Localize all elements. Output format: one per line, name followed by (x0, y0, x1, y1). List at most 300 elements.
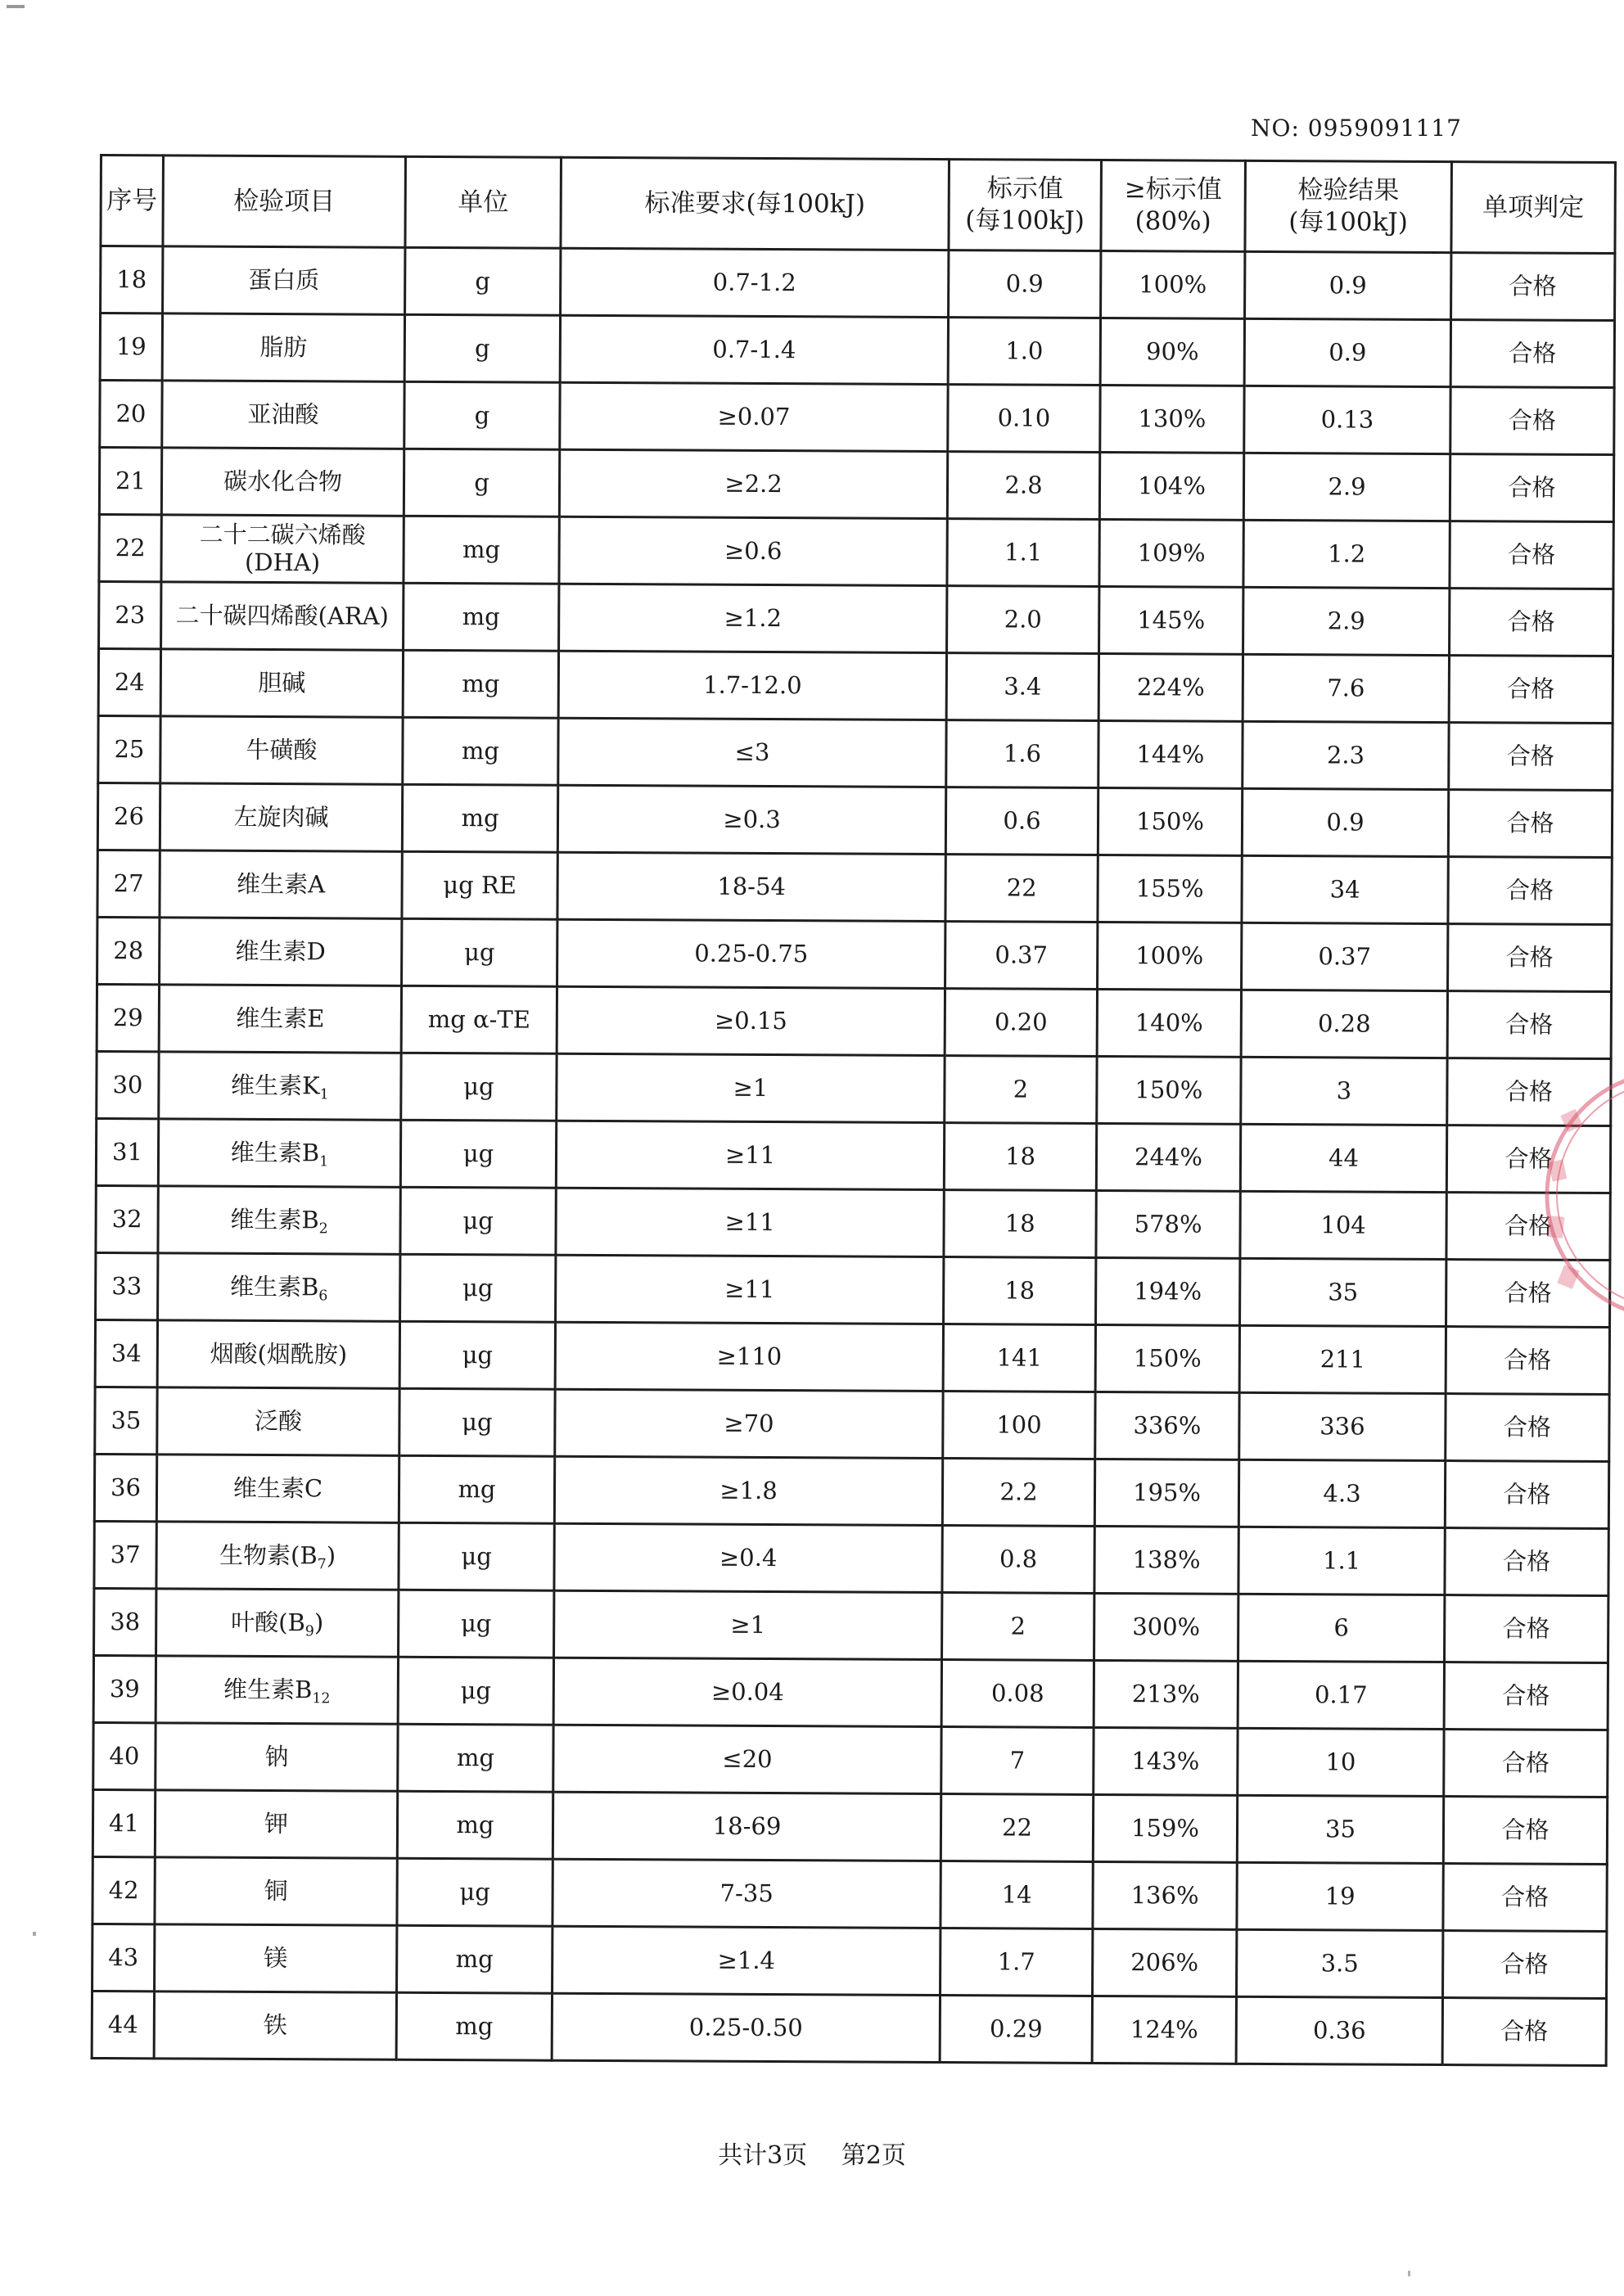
cell-percent: 159% (1093, 1794, 1237, 1862)
cell-percent: 100% (1098, 922, 1242, 990)
cell-seq: 22 (99, 515, 161, 582)
cell-unit: mg (397, 1925, 553, 1993)
cell-labeled-value: 3.4 (946, 653, 1098, 721)
cell-standard: 1.7-12.0 (558, 651, 946, 719)
cell-item (160, 918, 402, 986)
cell-result: 3.5 (1237, 1929, 1443, 1997)
cell-judgement: 合格 (1447, 1058, 1611, 1126)
item-name: 脂肪 (259, 333, 308, 362)
cell-result: 4.3 (1238, 1459, 1445, 1527)
cell-seq: 32 (96, 1185, 158, 1252)
cell-judgement: 合格 (1450, 589, 1613, 656)
item-name: 铜 (264, 1877, 288, 1906)
header-unit: 单位 (405, 156, 562, 248)
cell-item (161, 582, 404, 650)
cell-seq: 21 (99, 448, 161, 515)
item-name: 维生素K (230, 1071, 320, 1100)
cell-result: 0.36 (1236, 1996, 1442, 2064)
cell-result: 104 (1240, 1191, 1446, 1259)
cell-seq: 18 (101, 246, 163, 314)
cell-judgement: 合格 (1446, 1394, 1609, 1462)
cell-unit: mg (399, 1455, 554, 1523)
header-percent (1101, 160, 1246, 251)
cell-judgement: 合格 (1449, 723, 1613, 791)
cell-seq: 34 (95, 1319, 157, 1387)
cell-item (156, 1455, 399, 1522)
cell-judgement: 合格 (1445, 1461, 1608, 1529)
cell-unit: mg (404, 583, 559, 651)
cell-standard: 18-69 (553, 1792, 941, 1861)
cell-item (155, 1790, 397, 1858)
item-name: 维生素D (235, 937, 326, 966)
cell-labeled-value: 2.8 (947, 452, 1099, 520)
cell-labeled-value: 22 (945, 855, 1098, 922)
cell-standard: ≥0.15 (557, 986, 945, 1055)
cell-standard: ≥1.4 (553, 1926, 941, 1995)
cell-item (160, 850, 402, 918)
cell-labeled-value: 18 (944, 1257, 1096, 1325)
header-labeled-value (949, 160, 1102, 251)
cell-result: 19 (1237, 1862, 1443, 1930)
cell-unit: mg (403, 717, 558, 785)
cell-standard: 7-35 (553, 1859, 941, 1928)
table-row (97, 984, 1611, 1058)
cell-percent: 194% (1096, 1257, 1240, 1325)
cell-percent: 138% (1094, 1526, 1238, 1594)
cell-judgement: 合格 (1450, 454, 1613, 522)
cell-percent: 224% (1098, 653, 1243, 721)
cell-result: 0.9 (1245, 251, 1451, 319)
header-percent-line2: (80%) (1135, 206, 1211, 237)
header-item: 检验项目 (163, 156, 406, 247)
cell-unit: mg (402, 784, 557, 852)
header-labeled-line1: 标示值 (986, 174, 1063, 205)
item-name: 烟酸(烟酰胺) (210, 1340, 348, 1369)
cell-judgement: 合格 (1450, 521, 1613, 589)
header-percent-line1: ≥标示值 (1124, 174, 1222, 205)
cell-standard: 0.7-1.4 (560, 315, 948, 384)
cell-seq: 43 (92, 1924, 155, 1991)
cell-item (156, 1522, 399, 1590)
cell-unit: mg (397, 1791, 553, 1859)
cell-percent: 150% (1095, 1324, 1239, 1392)
cell-judgement: 合格 (1450, 387, 1614, 455)
cell-item (162, 381, 404, 449)
cell-standard: 0.25-0.75 (557, 919, 945, 988)
cell-unit: g (404, 314, 560, 382)
cell-labeled-value: 18 (944, 1123, 1096, 1191)
item-name: 维生素B (230, 1139, 320, 1167)
table-row (93, 1655, 1608, 1730)
cell-judgement: 合格 (1446, 1125, 1610, 1193)
cell-standard: ≥0.04 (553, 1658, 941, 1726)
cell-judgement: 合格 (1449, 656, 1613, 724)
cell-labeled-value: 141 (943, 1324, 1095, 1392)
cell-seq: 25 (98, 715, 160, 783)
table-row (92, 1856, 1607, 1931)
cell-unit: mg (398, 1724, 553, 1792)
footer-total-pages: 共计3页 (718, 2141, 808, 2170)
item-name: 维生素C (232, 1474, 323, 1503)
cell-percent: 213% (1094, 1660, 1238, 1728)
cell-result: 336 (1239, 1392, 1446, 1460)
cell-labeled-value: 2 (945, 1056, 1097, 1124)
header-standard: 标准要求(每100kJ) (561, 157, 950, 250)
item-name: 维生素E (236, 1004, 325, 1033)
cell-item (160, 783, 402, 851)
cell-item (157, 1387, 399, 1455)
cell-seq: 40 (93, 1722, 156, 1789)
cell-item (155, 1857, 397, 1925)
cell-judgement: 合格 (1446, 1260, 1610, 1328)
cell-unit: μg (402, 918, 557, 986)
cell-judgement: 合格 (1444, 1662, 1608, 1730)
cell-item (160, 716, 403, 784)
cell-seq: 26 (97, 783, 160, 850)
cell-judgement: 合格 (1447, 991, 1611, 1059)
item-name: 维生素B (229, 1273, 319, 1301)
inspection-table (91, 154, 1617, 2067)
table-row (98, 715, 1613, 790)
cell-unit: μg (399, 1321, 555, 1389)
cell-unit: g (405, 247, 561, 315)
cell-standard: ≥70 (555, 1389, 943, 1458)
header-result (1245, 160, 1452, 252)
cell-labeled-value: 2.0 (947, 586, 1099, 654)
cell-seq: 37 (94, 1521, 156, 1588)
item-name: 叶酸(B (231, 1608, 305, 1637)
cell-standard: ≥110 (555, 1322, 943, 1391)
cell-percent: 104% (1099, 452, 1243, 520)
cell-standard: ≥1 (554, 1590, 942, 1659)
table-header-row (101, 156, 1616, 254)
cell-labeled-value: 1.7 (941, 1928, 1093, 1996)
item-subscript: 7 (317, 1556, 327, 1573)
cell-item (161, 448, 404, 516)
cell-labeled-value: 1.0 (948, 318, 1100, 386)
item-name: 钠 (264, 1743, 289, 1771)
cell-labeled-value: 0.9 (949, 250, 1101, 318)
table-row (99, 448, 1613, 522)
item-name: 牛磺酸 (246, 736, 318, 765)
cell-result: 0.17 (1238, 1661, 1444, 1729)
cell-result: 1.1 (1238, 1527, 1445, 1595)
scan-speck (1408, 2271, 1410, 2276)
cell-result: 35 (1237, 1795, 1443, 1863)
cell-labeled-value: 1.1 (947, 519, 1099, 587)
cell-seq: 29 (97, 984, 159, 1051)
cell-labeled-value: 1.6 (946, 720, 1098, 788)
cell-standard: ≥11 (556, 1255, 944, 1324)
footer-current-page: 第2页 (841, 2141, 906, 2170)
table-row (92, 1991, 1606, 2065)
cell-percent: 130% (1100, 385, 1244, 453)
cell-percent: 206% (1093, 1928, 1237, 1996)
cell-percent: 300% (1094, 1593, 1238, 1661)
cell-unit: μg (401, 1053, 557, 1121)
cell-item (157, 1320, 399, 1388)
item-name: 亚油酸 (247, 400, 319, 429)
cell-result: 0.9 (1242, 788, 1448, 856)
cell-labeled-value: 2 (942, 1593, 1094, 1661)
cell-labeled-value: 0.6 (945, 787, 1098, 855)
cell-result: 35 (1240, 1258, 1446, 1326)
item-name: 镁 (264, 1944, 288, 1973)
cell-labeled-value: 0.10 (948, 385, 1100, 453)
cell-item (158, 1119, 400, 1187)
cell-item (158, 1186, 400, 1254)
cell-seq: 30 (97, 1051, 159, 1118)
table-row (92, 1924, 1607, 1998)
cell-unit: mg (396, 1992, 552, 2060)
item-subscript: 2 (318, 1220, 328, 1238)
cell-result: 44 (1240, 1124, 1446, 1192)
cell-item (159, 1052, 401, 1120)
cell-percent: 195% (1094, 1459, 1238, 1527)
table-row (95, 1319, 1609, 1394)
cell-seq: 23 (99, 582, 161, 649)
cell-result: 0.37 (1242, 922, 1448, 990)
item-second-line: (DHA) (244, 548, 321, 576)
cell-result: 211 (1239, 1325, 1446, 1393)
cell-result: 2.9 (1243, 587, 1450, 655)
cell-judgement: 合格 (1448, 857, 1612, 925)
cell-judgement: 合格 (1451, 253, 1615, 321)
cell-result: 2.9 (1243, 453, 1450, 521)
cell-percent: 336% (1095, 1392, 1239, 1459)
cell-percent: 124% (1092, 1996, 1236, 2064)
cell-standard: ≥0.6 (559, 516, 947, 585)
item-subscript: 1 (319, 1153, 329, 1171)
table-row (94, 1521, 1608, 1595)
table-row (97, 917, 1612, 991)
cell-percent: 100% (1101, 250, 1245, 318)
cell-judgement: 合格 (1448, 924, 1612, 992)
cell-judgement: 合格 (1446, 1193, 1610, 1261)
table-row (94, 1454, 1608, 1528)
cell-labeled-value: 22 (941, 1794, 1093, 1862)
header-seq: 序号 (101, 156, 164, 246)
cell-item (163, 246, 405, 314)
cell-judgement: 合格 (1442, 1998, 1606, 2066)
cell-percent: 244% (1096, 1123, 1240, 1191)
cell-seq: 36 (94, 1454, 156, 1521)
table-body (92, 246, 1615, 2066)
cell-standard: ≥11 (556, 1121, 944, 1189)
item-name: 钾 (264, 1810, 289, 1838)
cell-standard: 18-54 (557, 852, 945, 921)
table-row (97, 783, 1612, 857)
item-name: 蛋白质 (248, 266, 320, 295)
cell-result: 10 (1238, 1728, 1444, 1796)
table-row (96, 1118, 1610, 1193)
header-labeled-line2: (每100kJ) (965, 205, 1085, 236)
cell-standard: ≤3 (558, 718, 946, 787)
item-name: 二十碳四烯酸(ARA) (175, 601, 389, 631)
page-footer (0, 2135, 1624, 2171)
item-name: 维生素B (223, 1676, 313, 1704)
cell-percent: 150% (1098, 787, 1242, 855)
cell-item (155, 1924, 397, 1992)
cell-result: 34 (1242, 855, 1448, 923)
item-name: 泛酸 (254, 1407, 303, 1436)
item-subscript: 9 (304, 1623, 314, 1640)
item-name: 左旋肉碱 (233, 803, 329, 832)
cell-result: 1.2 (1243, 520, 1450, 588)
cell-result: 0.28 (1241, 990, 1447, 1058)
cell-seq: 28 (97, 917, 160, 984)
cell-standard: ≥0.4 (554, 1523, 942, 1592)
cell-judgement: 合格 (1450, 320, 1614, 388)
cell-item (158, 1253, 400, 1321)
table-row (100, 314, 1614, 388)
item-name: 维生素B (230, 1206, 319, 1234)
table-row (96, 1185, 1610, 1260)
cell-labeled-value: 18 (944, 1190, 1096, 1258)
scan-speck (33, 1932, 36, 1936)
item-subscript: 1 (319, 1086, 329, 1103)
item-subscript: 12 (312, 1690, 331, 1707)
cell-labeled-value: 0.37 (945, 922, 1098, 990)
table-row (100, 381, 1614, 455)
cell-judgement: 合格 (1445, 1528, 1608, 1596)
report-number: NO: 0959091117 (1251, 115, 1462, 142)
table-row (97, 850, 1612, 924)
cell-seq: 35 (95, 1387, 157, 1454)
cell-standard: ≥1.2 (559, 584, 947, 652)
cell-result: 2.3 (1243, 721, 1449, 789)
cell-judgement: 合格 (1446, 1327, 1609, 1395)
cell-result: 7.6 (1243, 654, 1449, 722)
cell-standard: ≤20 (553, 1725, 941, 1793)
cell-seq: 19 (100, 314, 162, 381)
cell-unit: g (404, 381, 560, 449)
cell-labeled-value: 0.8 (942, 1526, 1094, 1594)
table-row (95, 1387, 1609, 1461)
cell-standard: 0.7-1.2 (561, 248, 949, 317)
cell-standard: ≥11 (556, 1188, 944, 1256)
header-judgement: 单项判定 (1451, 162, 1616, 254)
item-subscript: 6 (318, 1288, 328, 1305)
item-suffix: ) (314, 1608, 324, 1637)
cell-unit: g (404, 449, 559, 516)
cell-standard: ≥2.2 (559, 449, 947, 518)
cell-seq: 42 (92, 1856, 155, 1924)
scan-speck (7, 5, 25, 8)
cell-seq: 33 (96, 1252, 158, 1319)
cell-judgement: 合格 (1443, 1864, 1607, 1932)
cell-item (154, 1992, 396, 2059)
cell-seq: 44 (92, 1991, 154, 2058)
table-row (97, 1051, 1611, 1125)
cell-unit: mg (403, 650, 558, 718)
cell-standard: 0.25-0.50 (552, 1993, 940, 2062)
cell-result: 3 (1241, 1057, 1447, 1125)
table-row (99, 515, 1613, 589)
cell-result: 0.13 (1244, 386, 1450, 453)
cell-percent: 578% (1096, 1190, 1240, 1258)
cell-seq: 39 (93, 1655, 156, 1722)
cell-percent: 109% (1099, 519, 1243, 587)
cell-unit: μg (399, 1388, 555, 1456)
cell-percent: 155% (1098, 855, 1242, 922)
cell-labeled-value: 0.20 (945, 989, 1097, 1057)
cell-unit: μg (399, 1522, 554, 1590)
cell-seq: 20 (100, 381, 162, 448)
cell-judgement: 合格 (1448, 790, 1612, 858)
cell-seq: 31 (96, 1118, 158, 1185)
cell-unit: μg (397, 1858, 553, 1926)
header-result-line1: 检验结果 (1297, 175, 1400, 206)
cell-labeled-value: 14 (941, 1861, 1093, 1929)
inspection-stamp (1539, 1023, 1624, 1367)
cell-item (160, 649, 403, 717)
cell-percent: 140% (1097, 989, 1241, 1057)
cell-judgement: 合格 (1443, 1797, 1607, 1865)
cell-seq: 38 (94, 1588, 156, 1655)
cell-result: 6 (1238, 1594, 1445, 1662)
cell-unit: μg (400, 1187, 556, 1255)
cell-standard: ≥0.07 (560, 382, 948, 451)
cell-percent: 144% (1098, 720, 1243, 788)
item-name: 生物素(B (219, 1541, 318, 1570)
cell-unit: μg (400, 1254, 556, 1322)
cell-labeled-value: 2.2 (942, 1459, 1094, 1527)
cell-unit: μg (400, 1120, 556, 1188)
table-row (93, 1722, 1608, 1797)
cell-item (156, 1723, 398, 1791)
cell-judgement: 合格 (1443, 1931, 1607, 1999)
cell-seq: 41 (92, 1789, 155, 1856)
cell-percent: 150% (1097, 1056, 1241, 1124)
table-row (98, 649, 1613, 724)
item-name: 胆碱 (258, 669, 306, 697)
cell-item (161, 515, 404, 583)
item-name: 铁 (263, 2011, 287, 2040)
cell-result: 0.9 (1244, 318, 1450, 386)
header-result-line2: (每100kJ) (1288, 207, 1408, 237)
cell-standard: ≥1.8 (554, 1456, 942, 1525)
item-suffix: ) (326, 1541, 336, 1570)
cell-seq: 24 (98, 649, 160, 716)
table-row (101, 246, 1615, 321)
cell-judgement: 合格 (1445, 1595, 1608, 1663)
table-row (94, 1588, 1608, 1662)
cell-item (159, 985, 401, 1053)
cell-unit: μg RE (402, 851, 557, 919)
cell-item (156, 1656, 398, 1724)
cell-labeled-value: 0.29 (940, 1996, 1092, 2064)
table-row (92, 1789, 1607, 1864)
item-name: 碳水化合物 (223, 467, 343, 496)
cell-judgement: 合格 (1444, 1730, 1608, 1798)
cell-percent: 90% (1100, 318, 1244, 386)
table-row (96, 1252, 1610, 1327)
cell-unit: mg α-TE (401, 986, 557, 1053)
cell-standard: ≥0.3 (557, 785, 945, 854)
table-row (99, 582, 1613, 656)
cell-standard: ≥1 (557, 1053, 945, 1122)
cell-item (162, 314, 404, 381)
cell-labeled-value: 0.08 (941, 1660, 1094, 1728)
cell-unit: μg (398, 1657, 553, 1725)
item-name: 二十二碳六烯酸 (199, 520, 366, 549)
cell-percent: 136% (1093, 1861, 1237, 1929)
cell-percent: 143% (1094, 1727, 1238, 1795)
cell-unit: mg (404, 516, 559, 584)
cell-percent: 145% (1099, 586, 1243, 654)
cell-item (156, 1589, 399, 1657)
